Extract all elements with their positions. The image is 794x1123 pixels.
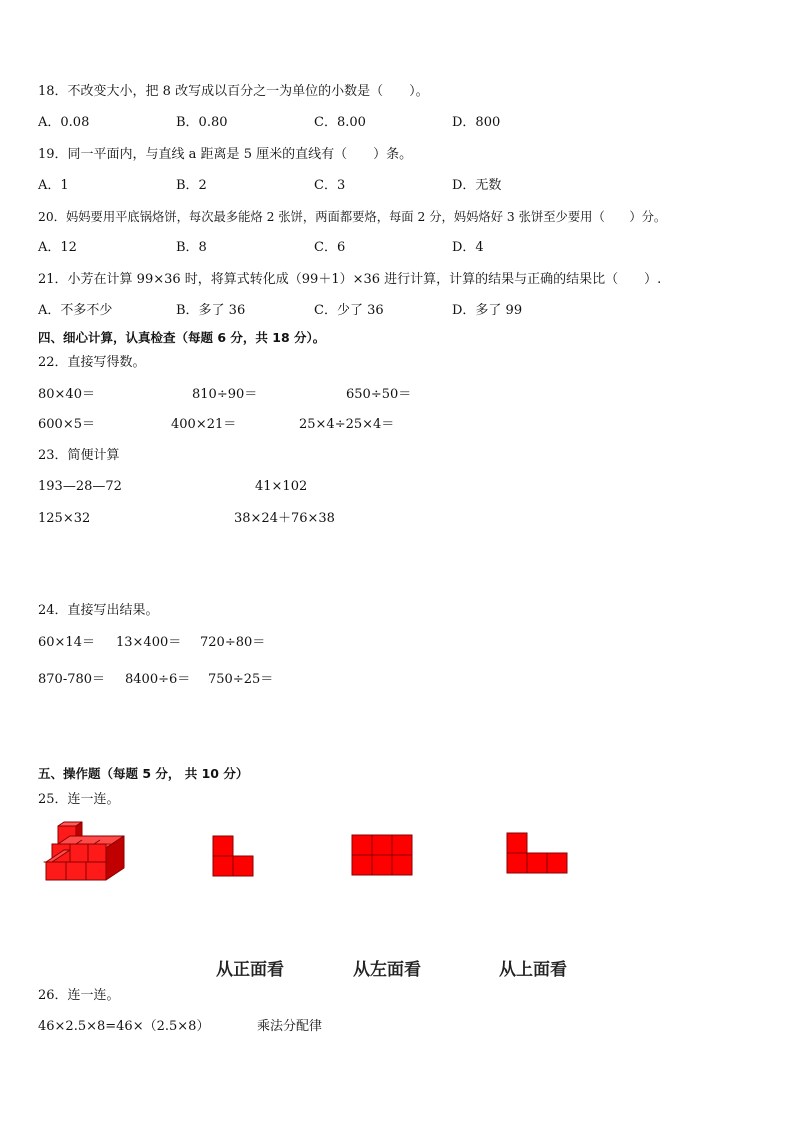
q24-item: 8400÷6＝	[125, 672, 191, 687]
q24-item: 13×400＝	[116, 635, 182, 650]
q20-text: 20．妈妈要用平底锅烙饼，每次最多能烙 2 张饼，两面都要烙，每面 2 分，妈妈烙好 3 张饼至少要用（ ）分。	[38, 210, 667, 224]
q19-option-b: B．2	[176, 178, 207, 193]
caption-left-view: 从左面看	[353, 960, 421, 980]
q24-item: 720÷80＝	[200, 635, 266, 650]
cube-stack-figure	[44, 822, 126, 884]
l-shape-long-view-figure	[506, 832, 570, 876]
q22-item: 80×40＝	[38, 387, 95, 402]
q26-left-expression: 46×2.5×8=46×（2.5×8）	[38, 1019, 210, 1034]
q20-option-c: C．6	[314, 240, 346, 255]
grid-view-figure	[351, 834, 413, 876]
q19-option-c: C．3	[314, 178, 346, 193]
q22-item: 600×5＝	[38, 417, 95, 432]
q21-option-d: D．多了 99	[452, 303, 523, 318]
q19-option-a: A．1	[38, 178, 69, 193]
q20-option-a: A．12	[38, 240, 77, 255]
q23-item: 125×32	[38, 511, 91, 526]
q19-text: 19．同一平面内，与直线 a 距离是 5 厘米的直线有（ ）条。	[38, 147, 413, 162]
q24-text: 24．直接写出结果。	[38, 603, 159, 618]
q23-item: 38×24＋76×38	[234, 511, 335, 526]
section4-title: 四、细心计算，认真检查（每题 6 分，共 18 分）。	[38, 330, 326, 345]
q22-text: 22．直接写得数。	[38, 355, 146, 370]
q18-text: 18．不改变大小，把 8 改写成以百分之一为单位的小数是（ ）。	[38, 84, 429, 99]
q23-item: 41×102	[255, 479, 308, 494]
q18-option-a: A．0.08	[38, 115, 90, 130]
q21-option-b: B．多了 36	[176, 303, 246, 318]
q23-item: 193—28—72	[38, 479, 122, 494]
caption-top-view: 从上面看	[499, 960, 567, 980]
q19-option-d: D．无数	[452, 178, 502, 193]
q18-option-b: B．0.80	[176, 115, 228, 130]
q22-item: 25×4÷25×4＝	[299, 417, 395, 432]
caption-front-view: 从正面看	[216, 960, 284, 980]
q23-text: 23．简便计算	[38, 448, 120, 463]
q26-right-law: 乘法分配律	[257, 1019, 323, 1034]
l-shape-view-figure	[212, 835, 256, 877]
q18-option-d: D．800	[452, 115, 501, 130]
q24-item: 60×14＝	[38, 635, 95, 650]
q20-option-b: B．8	[176, 240, 207, 255]
q21-text: 21．小芳在计算 99×36 时，将算式转化成（99＋1）×36 进行计算，计算的结果与正确的结果比（ ）.	[38, 272, 662, 287]
q18-option-c: C．8.00	[314, 115, 366, 130]
q26-text: 26．连一连。	[38, 988, 120, 1003]
q21-option-a: A．不多不少	[38, 303, 113, 318]
q24-item: 750÷25＝	[208, 672, 274, 687]
q22-item: 810÷90＝	[192, 387, 258, 402]
q21-option-c: C．少了 36	[314, 303, 384, 318]
section5-title: 五、操作题（每题 5 分， 共 10 分）	[38, 766, 249, 781]
q22-item: 650÷50＝	[346, 387, 412, 402]
q20-option-d: D．4	[452, 240, 484, 255]
q24-item: 870-780＝	[38, 672, 106, 687]
q25-text: 25．连一连。	[38, 792, 120, 807]
q22-item: 400×21＝	[171, 417, 237, 432]
